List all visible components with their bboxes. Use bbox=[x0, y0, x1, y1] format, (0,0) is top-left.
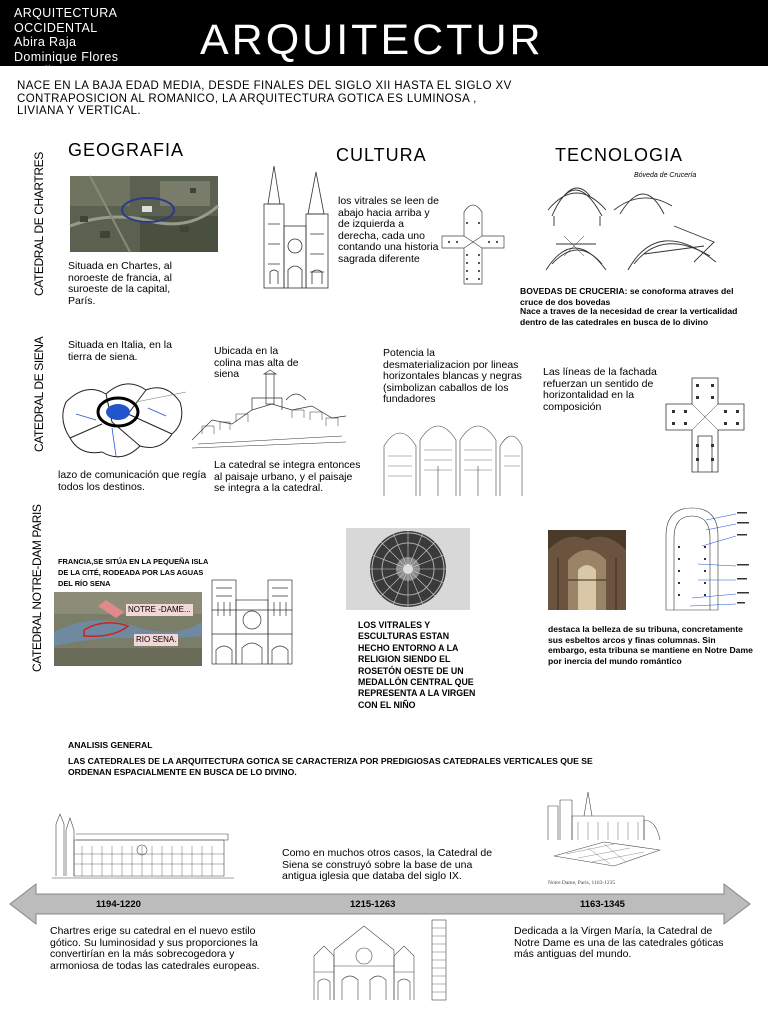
boveda-caption: Bóveda de Crucería bbox=[634, 172, 697, 179]
analysis-body: LAS CATEDRALES DE LA ARQUITECTURA GOTICA SE CARACTERIZA POR PREDIGIOSAS CATEDRALES VERTICALES QUE SE ORDENAN ESPACIALMENTE EN BUSCA DE LO DIVINO. bbox=[68, 756, 593, 777]
row-label-siena: CATEDRAL DE SIENA bbox=[32, 336, 46, 452]
header-bar bbox=[0, 0, 768, 78]
column-heading-cultura: CULTURA bbox=[336, 145, 427, 165]
notre-dame-tec-text: destaca la belleza de su tribuna, concretamente sus esbeltos arcos y finas columnas. Sin embargo, esta tribuna se mantiene en Notre Dame por inercia del mundo romántico bbox=[548, 624, 753, 666]
chartres-elevation-drawing bbox=[52, 810, 234, 880]
timeline-date-chartres: 1194-1220 bbox=[96, 899, 141, 910]
siena-geo-text-bottom: lazo de comunicación que regía todos los destinos. bbox=[58, 469, 207, 493]
column-heading-geografia: GEOGRAFIA bbox=[68, 140, 185, 160]
author-line: Angeline Reyes bbox=[14, 64, 108, 78]
siena-facade-drawing bbox=[304, 916, 464, 1000]
analysis-heading: ANALISIS GENERAL bbox=[68, 740, 153, 750]
chartres-cultura-text: los vitrales se leen de abajo hacia arriba y de izquierda a derecha, cada uno contando una historia sagrada diferente bbox=[338, 195, 439, 265]
author-line: Dominique Flores bbox=[14, 49, 119, 64]
notre-dame-engraving bbox=[544, 786, 664, 876]
chartres-floor-plan bbox=[436, 198, 510, 286]
notre-dame-interior-photo bbox=[548, 530, 626, 610]
notre-dame-facade-drawing bbox=[208, 576, 296, 666]
siena-interior-sketch bbox=[380, 416, 524, 496]
boveda-title-text: BOVEDAS DE CRUCERIA: se conoforma atraves del cruce de dos bovedas bbox=[520, 286, 734, 307]
column-heading-tecnologia: TECNOLOGIA bbox=[555, 145, 684, 165]
siena-hill-sketch bbox=[192, 370, 346, 452]
chartres-geo-text: Situada en Chartes, al noroeste de francia, al suroeste de la capital, París. bbox=[68, 260, 172, 307]
author-line: OCCIDENTAL bbox=[14, 20, 98, 35]
intro-paragraph: NACE EN LA BAJA EDAD MEDIA, DESDE FINALES DEL SIGLO XII HASTA EL SIGLO XV CONTRAPOSICION AL ROMANICO, LA ARQUITECTURA GOTICA ES LUMINOSA , LIVIANA Y VERTICAL. bbox=[17, 80, 512, 117]
siena-geo2-text-top: Ubicada en la colina mas alta de siena bbox=[214, 345, 299, 380]
siena-floor-plan bbox=[662, 374, 748, 474]
authors-block bbox=[14, 6, 118, 79]
timeline-date-notre-dame: 1163-1345 bbox=[580, 899, 625, 910]
map-label-notre-dame: NOTRE -DAME... bbox=[128, 605, 191, 614]
notre-dame-cultura-text: LOS VITRALES Y ESCULTURAS ESTAN HECHO ENTORNO A LA RELIGION SIENDO EL ROSETÓN OESTE DE UN MEDALLÓN CENTRAL QUE REPRESENTA A LA VIRGEN CON EL NIÑO bbox=[358, 620, 476, 710]
map-label-rio-sena: RIO SENA. bbox=[136, 635, 177, 644]
notre-dame-timeline-note: Dedicada a la Virgen María, la Catedral de Notre Dame es una de las catedrales góticas más antiguas del mundo. bbox=[514, 925, 724, 960]
author-line: Abira Raja bbox=[14, 35, 77, 49]
chartres-aerial-photo bbox=[70, 176, 218, 252]
rose-window-image bbox=[346, 528, 470, 610]
row-label-chartres: CATEDRAL DE CHARTRES bbox=[32, 152, 46, 296]
siena-geo2-text-bottom: La catedral se integra entonces al paisaje urbano, y el paisaje se integra a la catedral. bbox=[214, 459, 361, 494]
siena-timeline-note: Como en muchos otros casos, la Catedral de Siena se construyó sobre la base de una antigua iglesia que databa del siglo IX. bbox=[282, 847, 493, 882]
engraving-caption: Notre Dame, Paris, 1163-1235 bbox=[548, 880, 616, 886]
timeline-date-siena: 1215-1263 bbox=[350, 899, 396, 910]
notre-dame-geo-text: FRANCIA,SE SITÚA EN LA PEQUEÑA ISLA DE LA CITÉ, RODEADA POR LAS AGUAS DEL RÍO SENA bbox=[58, 557, 209, 588]
boveda-body-text: Nace a traves de la necesidad de crear la verticalidad dentro de las catedrales en busca de lo divino bbox=[520, 306, 738, 327]
page-title: ARQUITECTUR bbox=[200, 16, 544, 64]
chartres-timeline-note: Chartres erige su catedral en el nuevo estilo gótico. Su luminosidad y sus proporciones la convertirían en la más sobrecogedora y armoniosa de todas las catedrales europeas. bbox=[50, 925, 260, 972]
row-label-notre-dame: CATEDRAL NOTRE-DAM PARIS bbox=[30, 504, 44, 672]
author-line: ARQUITECTURA bbox=[14, 6, 118, 20]
siena-city-map bbox=[56, 372, 192, 468]
siena-tec-text: Las líneas de la fachada refuerzan un sentido de horizontalidad en la composición bbox=[543, 366, 657, 413]
siena-cultura-text: Potencia la desmaterializacion por lineas horizontales blancas y negras (simbolizan caballos de los fundadores bbox=[383, 347, 522, 405]
chartres-facade-drawing bbox=[256, 164, 336, 292]
boveda-cruceria-diagram bbox=[544, 166, 720, 276]
notre-dame-floor-plan bbox=[662, 506, 752, 614]
siena-geo-text-top: Situada en Italia, en la tierra de siena. bbox=[68, 339, 172, 363]
